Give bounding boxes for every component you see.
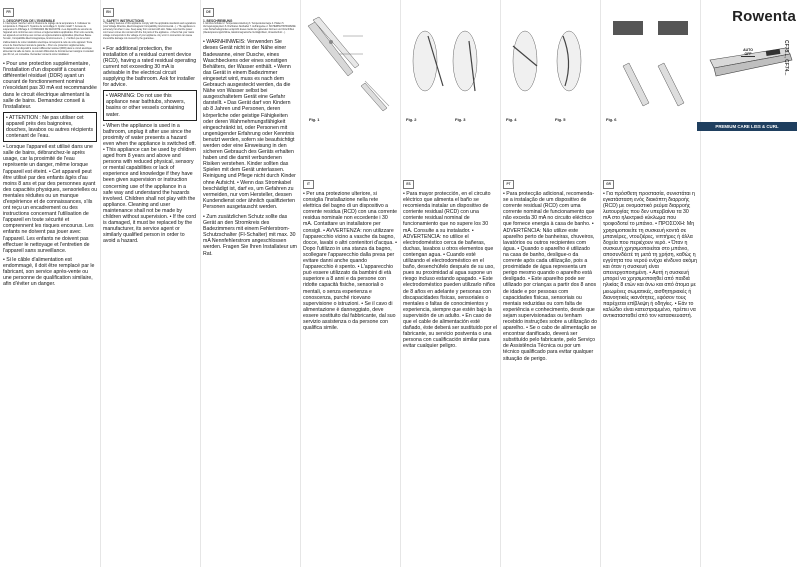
figure-label: Fig. 2 [406, 117, 417, 122]
use-figure [403, 6, 497, 126]
safety-paragraph: • Lorsque l'appareil est utilisé dans une salle de bains, débranchez-le après usage, car la proximité de l'eau représente un danger, même lorsque l'appareil est éteint. • Cet appareil peut être utilisé par des enfants âgés d'au moins 8 ans et par des personnes ayant des capacités physiques, sensorielles ou mentales réduites ou un manque d'expérience et de connaissances, s'ils ont reçu un encadrement ou des instructions concernant l'utilisation de l'appareil en toute sécurité et comprennent les risques encourus. Les enfants ne doivent pas jouer avec l'appareil. Les enfants ne doivent pas effectuer le nettoyage et l'entretien de l'appareil sans surveillance. [3, 144, 97, 254]
fold-line [300, 0, 301, 567]
body-text: 1. Interrupteur marche / arrêt 2. Boutons de réglage de la température 3. Indicateur de température 4. Plaques 5. Système de verrouillage 6. Cordon rotatif 7. Anneau de suspension 8. Affichage 2. CONSIGNES DE SÉCURITÉ • Les dispositifs de sécurité de l'appareil sont conformes aux normes et réglementations applicables. Pour votre sécurité, cet appareil est conforme aux normes et réglementations applicables (directives Basse Tension, Compatibilité Électromagnétique, Environnement...). • Vérifiez que la tension d'alimentation de votre installation électrique correspond à celle de votre appareil. Toute erreur de branchement annule la garantie. • Pour une protection supplémentaire, l'installation d'un dispositif à courant différentiel résiduel (DDR) dans le circuit électrique alimentant la salle de bains, de courant différentiel de fonctionnement assigné n'excédant pas 30 mA, est conseillée. Demandez conseil à votre installateur. [3, 23, 94, 56]
column-portuguese [503, 178, 597, 567]
flag-en-badge: EN [103, 8, 114, 17]
portuguese-paragraph: • Para protecção adicional, recomenda-se a instalação de um dispositivo de corrente residual (RCD) com uma corrente nominal de funcionamento que não exceda 30 mA no circuito eléctrico que fornece energia à casa de banho. • ADVERTÊNCIA: Não utilize este aparelho perto de banheiras, chuveiros, lavatórios ou outros recipientes com água. • Quando o aparelho é utilizado na casa de banho, desligue-o da corrente após cada utilização, pois a proximidade de água representa um perigo mesmo quando o aparelho está desligado. • Este aparelho pode ser utilizado por crianças a partir dos 8 anos de idade e por pessoas com capacidades físicas, sensoriais ou mentais reduzidas ou com falta de experiência e conhecimento, desde que sejam supervisionadas ou tenham recebido instruções sobre a utilização do aparelho. • Se o cabo de alimentação se encontrar danificado, deverá ser substituído pelo fabricante, pelo Serviço de Assistência Técnica ou por um técnico qualificado para evitar qualquer situação de perigo. [503, 191, 597, 362]
flag-it-badge: IT [303, 180, 314, 189]
flag-gr-badge: GR [603, 180, 614, 189]
figure-label: Fig. 6 [606, 117, 617, 122]
body-text: • The safety features of this appliance comply with the applicable standards and regulations (Low Voltage Directive, Electromagnetic Compatibility, Environmental...). • The appliance is extremely hot when in use. Keep away from contact with skin. Make sure that the power cord never comes into contact with the hot parts of the appliance. • Check that your mains voltage corresponds to the voltage of your appliance. Any error in connection can cause irreversible damage not covered by the guarantee. [103, 23, 196, 41]
column-italian [303, 178, 397, 567]
fold-line [100, 0, 101, 567]
curl-figure [503, 6, 597, 126]
fold-line [200, 0, 201, 567]
section-title: 1. BESCHREIBUNG [203, 19, 233, 23]
fold-line [600, 0, 601, 567]
reference-code: CF73..., CF74... [783, 40, 789, 76]
fold-line [500, 0, 501, 567]
fold-line [700, 0, 701, 567]
figure-label: Fig. 4 [506, 117, 517, 122]
italian-paragraph: • Per una protezione ulteriore, si consiglia l'installazione nella rete elettrica del bagno di un dispositivo a corrente residua (RCD) con una corrente residua nominale non eccedente i 30 mA. Contattare un installatore per consigli. • AVVERTENZA: non utilizzare l'apparecchio vicino a vasche da bagno, docce, lavabi o altri contenitori d'acqua. • Dopo l'utilizzo in una stanza da bagno, scollegare l'apparecchio dalla presa per evitare danni anche quando l'apparecchio è spento. • L'apparecchio può essere utilizzato da bambini di età superiore a 8 anni e da persone con ridotte capacità fisiche, sensoriali o mentali, o senza esperienza e conoscenza, purché ricevano supervisione o istruzioni. • Se il cavo di alimentazione è danneggiato, deve essere sostituito dal fabbricante, dal suo servizio assistenza o da persone con qualifica simile. [303, 191, 397, 332]
flag-pt-badge: PT [503, 180, 514, 189]
greek-paragraph: • Για πρόσθετη προστασία, συνιστάται η εγκατάσταση ενός διακόπτη διαρροής (RCD) με ονομαστικό ρεύμα διαρροής λειτουργίας που δεν υπερβαίνει τα 30 mA στο ηλεκτρικό κύκλωμα που τροφοδοτεί το μπάνιο. • ΠΡΟΣΟΧΗ: Μη χρησιμοποιείτε τη συσκευή κοντά σε μπανιέρες, ντουζιέρες, νιπτήρες ή άλλα δοχεία που περιέχουν νερό. • Όταν η συσκευή χρησιμοποιείται στο μπάνιο, αποσυνδέετέ τη μετά τη χρήση, καθώς η εγγύτητα του νερού ενέχει κίνδυνο ακόμη και όταν η συσκευή είναι απενεργοποιημένη. • Αυτή η συσκευή μπορεί να χρησιμοποιηθεί από παιδιά ηλικίας 8 ετών και άνω και από άτομα με μειωμένες σωματικές, αισθητηριακές ή διανοητικές ικανότητες, εφόσον τους παρέχεται επίβλεψη ή οδηγίες. • Εάν το καλώδιο είναι κατεστραμμένο, πρέπει να αντικατασταθεί από τον κατασκευαστή. [603, 191, 697, 319]
flag-de-badge: DE [203, 8, 214, 17]
flag-es-badge: ES [403, 180, 414, 189]
figure-label: Fig. 3 [455, 117, 466, 122]
rcd-paragraph: • Pour une protection supplémentaire, l'installation d'un dispositif à courant différentiel résiduel (DDR) ayant un courant de fonctionnement nominal n'excédant pas 30 mA est recommandée dans le circuit électrique alimentant la salle de bains. Demandez conseil à l'installateur. [3, 61, 97, 110]
column-spanish [403, 178, 497, 567]
safety-paragraph: • When the appliance is used in a bathroom, unplug it after use since the proximity of water presents a hazard even when the appliance is switched off. • This appliance can be used by children aged from 8 years and above and persons with reduced physical, sensory or mental capabilities or lack of experience and knowledge if they have been given supervision or instruction concerning use of the appliance in a safe way and understand the hazards involved. Children shall not play with the appliance. Cleaning and user maintenance shall not be made by children without supervision. • If the cord is damaged, it must be replaced by the manufacturer, its service agent or similarly qualified person in order to avoid a hazard. [103, 122, 196, 245]
rcd-paragraph: • Zum zusätzlichen Schutz sollte das Gerät an den Stromkreis des Badezimmers mit einem Fehlerstrom-Schutzschalter (FI-Schalter) mit max. 30 mA Nennfehlerstrom angeschlossen werden. Fragen Sie Ihren Installateur um Rat. [203, 214, 297, 257]
column-greek [603, 178, 697, 567]
rcd-paragraph: • For additional protection, the installation of a residual current device (RCD), having a rated residual operating current not exceeding 30 mA is advisable in the electrical circuit supplying the bathroom. Ask for installer for advice. [103, 45, 197, 89]
product-name-banner: PREMIUM CARE LISS & CURL [697, 122, 797, 131]
section-title: 1. SAFETY INSTRUCTIONS [103, 19, 144, 23]
warning-box: • ATTENTION : Ne pas utiliser cet appareil près des baignoires, douches, lavabos ou autres récipients contenant de l'eau. [3, 112, 97, 142]
figure-label: Fig. 5 [555, 117, 566, 122]
figure-label: Fig. 1 [309, 117, 320, 122]
column-french [3, 6, 97, 562]
body-text: 1. Ein/Aus-Schalter 2. Temperatureinstellung 3. Temperaturanzeige 4. Platten 5. Verriegelungssystem 6. Drehbares Netzkabel 7. Aufhängeöse 2. SICHERHEITSHINWEISE • Aus Sicherheitsgründen entspricht dieses Gerät den geltenden Normen und Vorschriften (Niederspannungsrichtlinie, Elektromagnetische Verträglichkeit, Umweltschutz...). [203, 23, 296, 35]
column-german [203, 6, 297, 562]
column-english [103, 6, 197, 562]
fold-line [400, 0, 401, 567]
safety-paragraph: • WARNHINWEIS: Verwenden Sie dieses Gerät nicht in der Nähe einer Badewanne, einer Dusche, eines Waschbeckens oder eines sonstigen Behälters, der Wasser enthält. • Wenn das Gerät in einem Badezimmer eingesetzt wird, muss es nach dem Gebrauch ausgesteckt werden, da die Nähe von Wasser selbst bei ausgeschaltetem Gerät eine Gefahr darstellt. • Das Gerät darf von Kindern ab 8 Jahren und Personen, deren körperliche oder geistige Fähigkeiten oder deren Wahrnehmungsfähigkeit eingeschränkt ist, oder Personen mit ungenügender Erfahrung oder Kenntnis benutzt werden, sofern sie beaufsichtigt werden oder eine Einweisung in den sicheren Gebrauch des Geräts erhalten haben und die damit verbundenen Risiken verstehen. Kinder sollten das Spielen mit dem Gerät unterlassen. Reinigung und Pflege nicht durch Kinder ohne Aufsicht. • Wenn das Stromkabel beschädigt ist, darf es, um Gefahren zu vermeiden, nur vom Hersteller, dessen Kundendienst oder ähnlich qualifizierten Personen ausgetauscht werden. [203, 39, 296, 210]
brand-logo: Rowenta [732, 8, 796, 25]
straightener-figure [303, 6, 397, 126]
auto-off-badge [741, 48, 755, 68]
auto-off-label: AUTO OFF [741, 48, 755, 57]
flag-fr-badge: FR [3, 8, 14, 17]
section-title: 1. DESCRIPTION DE L'ENSEMBLE [3, 19, 55, 23]
cord-paragraph: • Si le câble d'alimentation est endommagé, il doit être remplacé par le fabricant, son service après-vente ou une personne de qualification similaire, afin d'éviter un danger. [3, 256, 95, 288]
warning-box: • WARNING: Do not use this appliance near bathtubs, showers, basins or other vessels containing water. [103, 90, 197, 120]
spanish-paragraph: • Para mayor protección, en el circuito eléctrico que alimenta el baño se recomienda instalar un dispositivo de corriente residual (RCD) con una corriente residual nominal de funcionamiento que no supere los 30 mA. Consulte a su instalador. • ADVERTENCIA: no utilice el electrodoméstico cerca de bañeras, duchas, lavabos u otros elementos que contengan agua. • Cuando esté utilizando el electrodoméstico en el baño, desenchúfelo después de su uso, pues su proximidad al agua supone un riesgo incluso estando apagado. • Este electrodoméstico pueden utilizarlo niños de 8 años en adelante y personas con discapacidades físicas, sensoriales o mentales o faltas de conocimientos y experiencia, siempre que estén bajo la supervisión de un adulto. • En caso de que el cable de alimentación esté dañado, éste deberá ser sustituido por el fabricante, su servicio postventa o una persona con cualificación similar para evitar cualquier peligro. [403, 191, 497, 350]
product-detail-figure [603, 6, 697, 126]
